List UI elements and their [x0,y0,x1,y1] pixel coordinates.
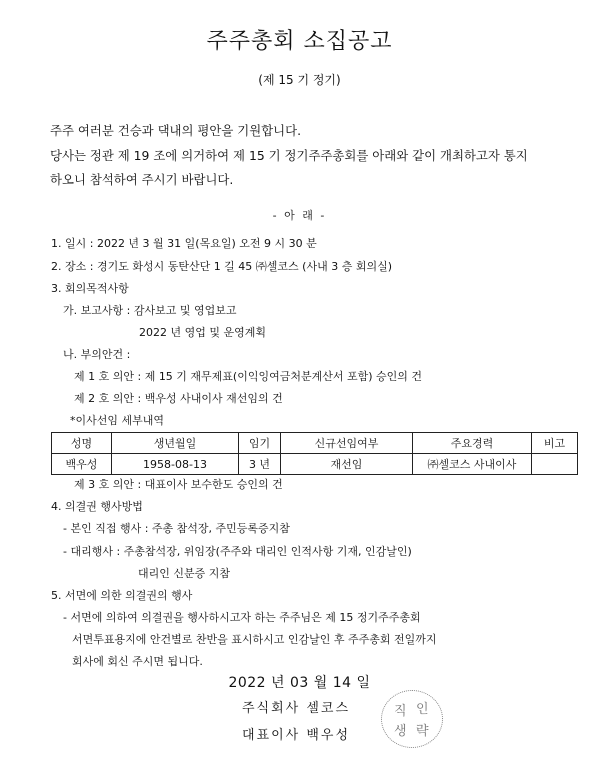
cell-birth: 1958-08-13 [112,454,239,475]
table-header-row [52,433,578,454]
company-name: 주식회사 셀코스 [242,701,351,716]
report-items: 가. 보고사항 : 감사보고 및 영업보고 [63,304,237,317]
intro-line-1: 주주 여러분 건승과 댁내의 평안을 기원합니다. [50,123,302,138]
item-voting-method: 4. 의결권 행사방법 [51,500,143,513]
report-items-cont: 2022 년 영업 및 운영계획 [139,326,266,339]
col-header-career: 주요경력 [413,433,532,454]
table-row [52,454,578,475]
agenda-1: 제 1 호 의안 : 제 15 기 재무제표(이익잉여금처분계산서 포함) 승인의 건 [74,370,423,383]
notice-subtitle: (제 15 기 정기) [258,73,341,87]
seal-char-3: 생 [394,724,407,739]
seal-char-4: 략 [416,724,429,739]
notice-date: 2022 년 03 월 14 일 [228,675,371,691]
col-header-appointment: 신규선임여부 [281,433,413,454]
intro-line-2: 당사는 정관 제 19 조에 의거하여 제 15 기 정기주주총회를 아래와 같이 개최하고자 통지 [50,148,528,163]
proxy-voting-cont: 대리인 신분증 지참 [138,567,231,580]
cell-remarks [532,454,578,475]
item-location: 2. 장소 : 경기도 화성시 동탄산단 1 길 45 ㈜셀코스 (사내 3 층 회의실) [51,260,393,273]
col-header-remarks: 비고 [532,433,578,454]
cell-career: ㈜셀코스 사내이사 [413,454,532,475]
agenda-2: 제 2 호 의안 : 백우성 사내이사 재선임의 건 [74,392,283,405]
cell-term: 3 년 [239,454,281,475]
item-datetime: 1. 일시 : 2022 년 3 월 31 일(목요일) 오전 9 시 30 분 [51,237,317,250]
col-header-name: 성명 [52,433,112,454]
item-written-voting: 5. 서면에 의한 의결권의 행사 [51,589,193,602]
col-header-term: 임기 [239,433,281,454]
cell-appointment: 재선임 [281,454,413,475]
written-voting-line-2: 서면투표용지에 안건별로 찬반을 표시하시고 인감날인 후 주주총회 전일까지 [72,633,437,646]
notice-title: 주주총회 소집공고 [206,29,393,54]
seal-stamp [381,690,443,748]
seal-char-1: 직 [394,704,407,719]
written-voting-line-3: 회사에 회신 주시면 됩니다. [72,655,203,668]
agenda-3: 제 3 호 의안 : 대표이사 보수한도 승인의 건 [74,478,283,491]
section-divider-label: - 아 래 - [272,209,327,222]
written-voting-line-1: - 서면에 의하여 의결권을 행사하시고자 하는 주주님은 제 15 정기주주총회 [63,611,421,624]
director-detail-table [51,432,578,475]
ceo-name: 대표이사 백우성 [242,728,351,743]
resolution-items-heading: 나. 부의안건 : [63,348,131,361]
proxy-voting: - 대리행사 : 주총참석장, 위임장(주주와 대리인 인적사항 기재, 인감날인) [63,545,412,558]
col-header-birth: 생년월일 [112,433,239,454]
intro-line-3: 하오니 참석하여 주시기 바랍니다. [50,172,234,187]
cell-name: 백우성 [52,454,112,475]
director-detail-note: *이사선임 세부내역 [70,414,165,427]
seal-char-2: 인 [416,702,429,717]
self-voting: - 본인 직접 행사 : 주총 참석장, 주민등록증지참 [63,522,290,535]
item-agenda-heading: 3. 회의목적사항 [51,282,129,295]
